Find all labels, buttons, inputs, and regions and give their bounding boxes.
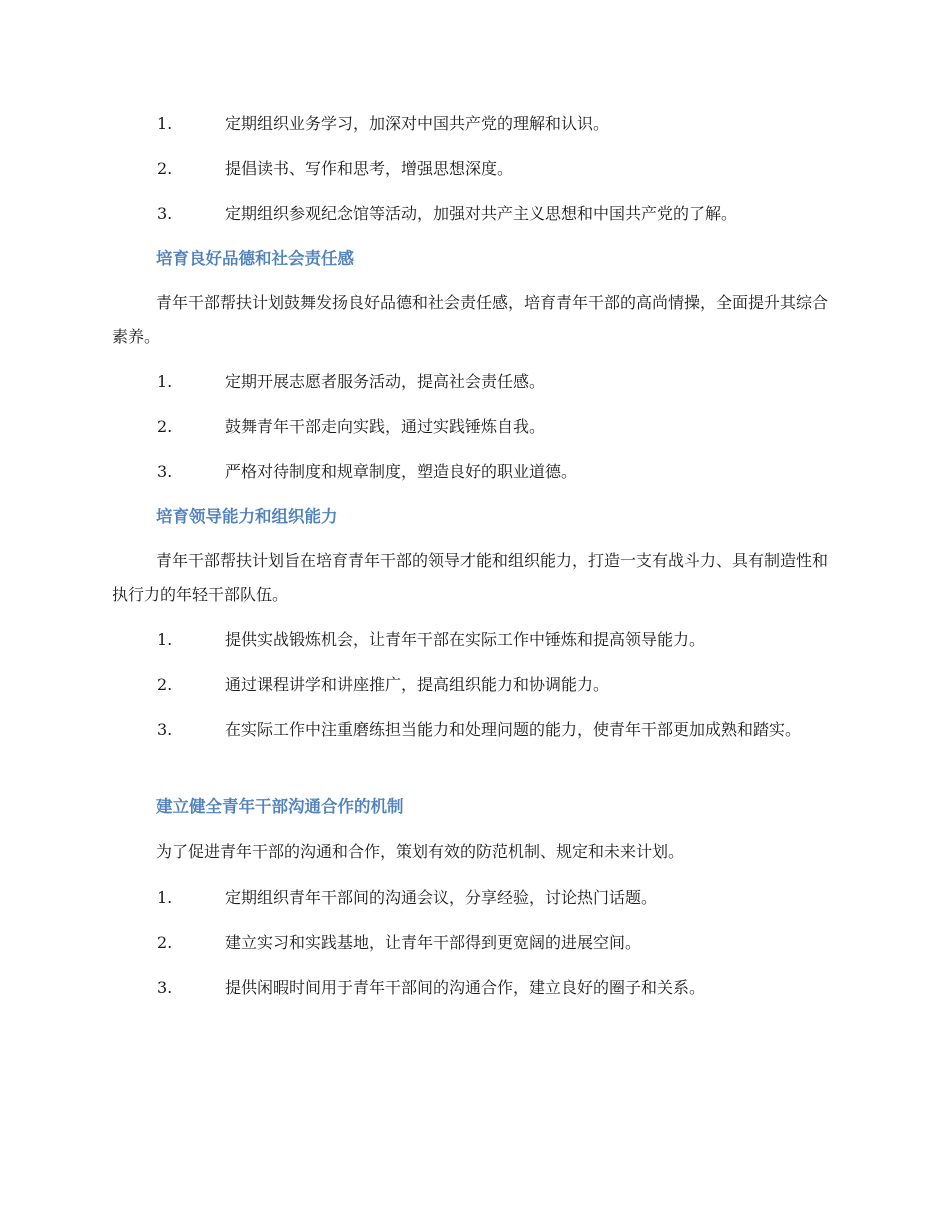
list-item — [112, 623, 842, 657]
list-number: 2. — [157, 675, 173, 694]
section-heading-morality: 培育良好品德和社会责任感 — [156, 249, 354, 268]
list-number: 2. — [157, 417, 173, 436]
list-number: 1. — [157, 372, 173, 391]
list-text: 定期组织参观纪念馆等活动，加强对共产主义思想和中国共产党的了解。 — [225, 204, 738, 223]
section-heading-leadership: 培育领导能力和组织能力 — [156, 507, 338, 526]
section-paragraph-leadership: 青年干部帮扶计划旨在培育青年干部的领导才能和组织能力，打造一支有战斗力、具有制造性和执行力的年轻干部队伍。 — [112, 551, 829, 604]
list-text: 定期开展志愿者服务活动，提高社会责任感。 — [225, 372, 546, 391]
list-number: 3. — [157, 462, 173, 481]
list-number: 3. — [157, 978, 173, 997]
list-item — [112, 455, 842, 489]
list-number: 3. — [157, 720, 173, 739]
section-paragraph-morality: 青年干部帮扶计划鼓舞发扬良好品德和社会责任感，培育青年干部的高尚情操，全面提升其综合素养。 — [112, 293, 829, 346]
list-number: 2. — [157, 933, 173, 952]
list-number: 1. — [157, 114, 173, 133]
list-text: 定期组织青年干部间的沟通会议，分享经验，讨论热门话题。 — [225, 888, 658, 907]
list-item — [112, 668, 842, 702]
list-text: 提供实战锻炼机会，让青年干部在实际工作中锤炼和提高领导能力。 — [225, 630, 706, 649]
list-item — [112, 713, 842, 747]
list-item — [112, 926, 842, 960]
list-text: 严格对待制度和规章制度，塑造良好的职业道德。 — [225, 462, 578, 481]
list-text: 鼓舞青年干部走向实践，通过实践锤炼自我。 — [225, 417, 546, 436]
list-item — [112, 881, 842, 915]
list-item — [112, 410, 842, 444]
list-item — [112, 152, 842, 186]
list-text: 建立实习和实践基地，让青年干部得到更宽阔的进展空间。 — [225, 933, 642, 952]
list-text: 定期组织业务学习，加深对中国共产党的理解和认识。 — [225, 114, 610, 133]
list-text: 提供闲暇时间用于青年干部间的沟通合作，建立良好的圈子和关系。 — [225, 978, 706, 997]
list-number: 3. — [157, 204, 173, 223]
list-text: 提倡读书、写作和思考，增强思想深度。 — [225, 159, 514, 178]
list-item — [112, 197, 842, 231]
list-text: 在实际工作中注重磨练担当能力和处理问题的能力，使青年干部更加成熟和踏实。 — [225, 720, 802, 739]
section-heading-communication: 建立健全青年干部沟通合作的机制 — [156, 797, 404, 816]
list-number: 2. — [157, 159, 173, 178]
list-number: 1. — [157, 888, 173, 907]
list-item — [112, 971, 842, 1005]
section-paragraph-communication: 为了促进青年干部的沟通和合作，策划有效的防范机制、规定和未来计划。 — [156, 842, 685, 861]
list-item — [112, 107, 842, 141]
list-number: 1. — [157, 630, 173, 649]
list-item — [112, 365, 842, 399]
list-text: 通过课程讲学和讲座推广，提高组织能力和协调能力。 — [225, 675, 610, 694]
